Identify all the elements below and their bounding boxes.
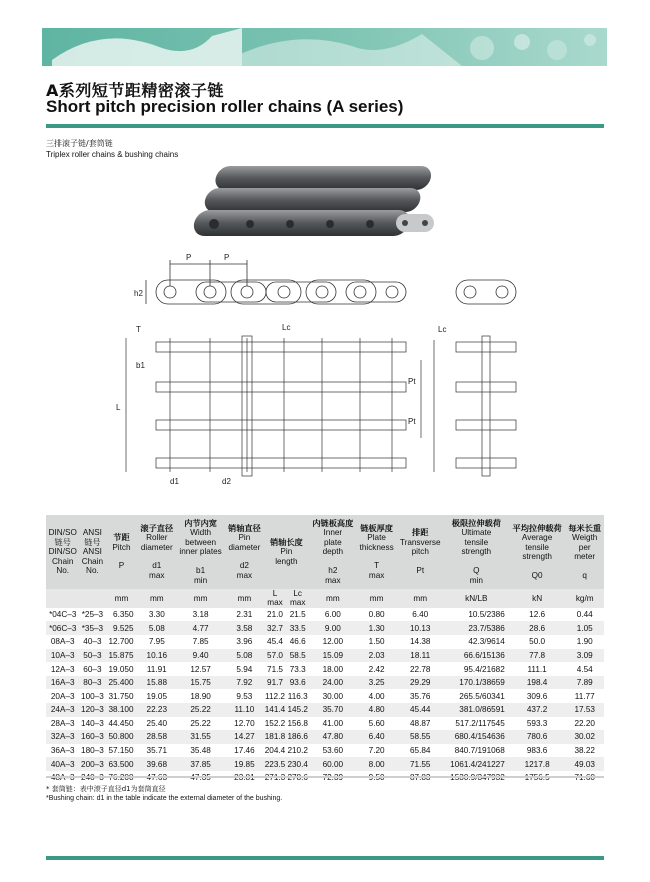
table-cell: 24A–3 — [46, 703, 79, 717]
table-row — [46, 621, 604, 635]
table-cell: 30.02 — [565, 730, 604, 744]
table-cell: 180–3 — [81, 746, 104, 756]
unit-header: mm — [105, 589, 137, 608]
table-cell: 40–3 — [83, 637, 102, 647]
table-cell: 45.4 — [267, 637, 283, 647]
table-cell: 60.00 — [309, 757, 357, 771]
table-cell: 57.0 — [264, 649, 287, 663]
table-cell: 25.400 — [105, 676, 137, 690]
column-header: 平均拉伸载荷 Average tensile strength Q0 — [509, 515, 566, 589]
table-cell: 35.71 — [146, 746, 168, 756]
table-cell: 12.57 — [190, 664, 211, 674]
footnote-cn: * 套筒链：表中滚子直径d1为套筒直径 — [46, 785, 166, 793]
column-header: 节距 Pitch P — [105, 515, 137, 589]
table-cell: 14.27 — [225, 730, 264, 744]
table-cell: 15.09 — [309, 649, 357, 663]
table-cell: 35.70 — [309, 703, 357, 717]
table-cell: 45.44 — [397, 703, 444, 717]
table-cell: 1217.8 — [509, 757, 566, 771]
column-header: 每米长重 Weigth per meter q — [565, 515, 604, 589]
table-cell: 1061.4/241227 — [444, 757, 509, 771]
table-cell: 14.38 — [409, 637, 431, 647]
table-cell: 4.54 — [576, 664, 593, 674]
table-cell: 28.6 — [509, 621, 566, 635]
table-cell: 265.5/60341 — [459, 691, 505, 701]
table-cell: 6.00 — [324, 610, 341, 620]
table-cell: 10A–3 — [46, 649, 79, 663]
table-cell: 35.76 — [409, 691, 431, 701]
table-cell: 181.8 — [264, 730, 287, 744]
table-cell: 16A–3 — [46, 676, 79, 690]
table-cell: 38.22 — [574, 746, 595, 756]
page-title-en: Short pitch precision roller chains (A series) — [46, 97, 404, 116]
table-cell: 38.100 — [105, 703, 137, 717]
table-cell: 5.08 — [225, 649, 264, 663]
table-cell: 08A–3 — [50, 637, 75, 647]
table-cell: 7.92 — [225, 676, 264, 690]
table-cell: 21.0 — [267, 610, 283, 620]
label-p1: P — [186, 253, 192, 262]
table-cell: 116.3 — [287, 691, 308, 701]
table-cell: 33.5 — [286, 621, 309, 635]
table-cell: 23.7/5386 — [444, 621, 509, 635]
table-cell: 29.29 — [397, 676, 444, 690]
table-cell: 19.05 — [146, 691, 168, 701]
table-cell: 28.58 — [138, 730, 177, 744]
table-cell: 12.6 — [529, 610, 546, 620]
unit-header: mm — [176, 589, 225, 608]
table-cell: 40A–3 — [46, 757, 79, 771]
unit-header: mm — [309, 589, 357, 608]
unit-header: mm — [357, 589, 397, 608]
table-cell: 9.40 — [176, 649, 225, 663]
table-row — [46, 676, 604, 690]
table-cell: 93.6 — [286, 676, 309, 690]
table-cell: 95.4/21682 — [463, 664, 505, 674]
table-row — [46, 757, 604, 771]
table-cell: 680.4/154636 — [444, 730, 509, 744]
table-row — [46, 689, 604, 703]
table-cell: 204.4 — [264, 746, 286, 756]
table-cell: 65.84 — [409, 746, 431, 756]
table-cell: 5.94 — [236, 664, 253, 674]
table-cell: 2.31 — [236, 610, 253, 620]
table-cell: 66.6/15136 — [444, 649, 509, 663]
table-cell: 39.68 — [138, 757, 177, 771]
table-cell: 71.55 — [397, 757, 444, 771]
table-cell: 11.91 — [146, 664, 167, 674]
label-b1: b1 — [136, 361, 145, 370]
table-cell: 25.40 — [146, 718, 168, 728]
table-cell: 4.77 — [176, 621, 225, 635]
unit-header: kg/m — [565, 589, 604, 608]
table-bottom-rule — [46, 776, 604, 778]
table-cell: 210.2 — [287, 746, 308, 756]
table-cell: 152.2 — [264, 718, 286, 728]
table-cell: 3.09 — [565, 649, 604, 663]
table-cell: *06C–3 — [46, 621, 79, 635]
table-cell: 9.53 — [236, 691, 253, 701]
unit-header: Lc max — [286, 589, 309, 608]
label-h2: h2 — [134, 289, 143, 298]
table-cell: 28A–3 — [50, 718, 75, 728]
table-cell: 11.77 — [574, 691, 595, 701]
label-pt2: Pt — [408, 417, 416, 426]
table-cell: 10.16 — [138, 649, 177, 663]
unit-header: kN — [509, 589, 566, 608]
table-cell: 3.96 — [236, 637, 253, 647]
table-cell: 3.30 — [148, 610, 165, 620]
table-cell: *35–3 — [79, 621, 105, 635]
table-cell: 25.22 — [176, 703, 225, 717]
table-cell: 3.18 — [192, 610, 209, 620]
table-cell: 2.03 — [357, 649, 397, 663]
title-rule — [46, 124, 604, 128]
table-cell: 5.08 — [138, 621, 177, 635]
table-cell: 7.85 — [192, 637, 209, 647]
table-cell: 983.6 — [526, 746, 548, 756]
label-lc2: Lc — [438, 325, 447, 334]
table-cell: 7.89 — [565, 676, 604, 690]
column-header: ANSI 链号 ANSI Chain No. — [79, 515, 105, 589]
table-cell: 6.40 — [357, 730, 397, 744]
column-header: 滚子直径 Roller diameter d1 max — [138, 515, 177, 589]
column-header: 极限拉伸载荷 Ultimate tensile strength Q min — [444, 515, 509, 589]
column-header: 销轴直径 Pin diameter d2 max — [225, 515, 264, 589]
table-cell: 32A–3 — [46, 730, 79, 744]
table-cell: 50.800 — [105, 730, 137, 744]
table-cell: 140–3 — [81, 718, 104, 728]
table-cell: 156.8 — [287, 718, 308, 728]
table-cell: 1.50 — [368, 637, 385, 647]
table-cell: 840.7/191068 — [454, 746, 505, 756]
table-cell: 19.85 — [225, 757, 264, 771]
table-cell: 309.6 — [526, 691, 548, 701]
table-row — [46, 730, 604, 744]
table-cell: 58.5 — [286, 649, 309, 663]
table-cell: 17.53 — [565, 703, 604, 717]
table-cell: 1.05 — [565, 621, 604, 635]
table-cell: 49.03 — [565, 757, 604, 771]
table-cell: 18.00 — [322, 664, 344, 674]
table-cell: 230.4 — [286, 757, 309, 771]
column-header: 内节内宽 Width between inner plates b1 min — [176, 515, 225, 589]
table-cell: 57.150 — [108, 746, 134, 756]
table-cell: 780.6 — [509, 730, 566, 744]
table-row — [46, 608, 604, 622]
table-cell: 100–3 — [81, 691, 104, 701]
table-cell: 22.23 — [138, 703, 177, 717]
table-cell: 71.5 — [267, 664, 283, 674]
unit-header: L max — [264, 589, 287, 608]
table-cell: 42.3/9614 — [468, 637, 505, 647]
table-cell: 200–3 — [79, 757, 105, 771]
table-cell: 437.2 — [509, 703, 566, 717]
table-cell: 20A–3 — [50, 691, 75, 701]
table-row — [46, 703, 604, 717]
table-cell: 145.2 — [286, 703, 309, 717]
table-cell: 12.00 — [322, 637, 344, 647]
table-cell: 4.00 — [368, 691, 385, 701]
table-cell: 73.3 — [289, 664, 306, 674]
unit-header: mm — [225, 589, 264, 608]
table-cell: 12A–3 — [50, 664, 75, 674]
table-cell: 0.44 — [576, 610, 593, 620]
label-t1: T — [136, 325, 141, 334]
unit-header: mm — [138, 589, 177, 608]
table-cell: 1.30 — [357, 621, 397, 635]
page-title-cn: A系列短节距精密滚子链 — [46, 81, 224, 100]
header-banner — [42, 28, 607, 66]
column-header: DIN/SO 链号 DIN/SO Chain No. — [46, 515, 79, 589]
label-d1: d1 — [170, 477, 179, 486]
table-cell: 6.40 — [412, 610, 429, 620]
table-cell: 19.050 — [108, 664, 134, 674]
table-cell: 22.78 — [409, 664, 431, 674]
table-cell: 517.2/117545 — [455, 718, 505, 728]
table-cell: 5.60 — [368, 718, 385, 728]
table-cell: 9.00 — [309, 621, 357, 635]
table-cell: 48.87 — [409, 718, 431, 728]
table-row — [46, 717, 604, 731]
section-subtitle-cn: 三排滚子链/套筒链 — [46, 139, 113, 148]
table-cell: 63.500 — [105, 757, 137, 771]
table-cell: 50–3 — [79, 649, 105, 663]
table-cell: 12.700 — [108, 637, 134, 647]
label-l: L — [116, 403, 121, 412]
footnote-en: *Bushing chain: d1 in the table indicate the external diameter of the bushing. — [46, 795, 283, 802]
table-cell: 91.7 — [264, 676, 287, 690]
table-row — [46, 744, 604, 758]
label-lc1: Lc — [282, 323, 291, 332]
table-cell: 44.450 — [108, 718, 134, 728]
label-pt1: Pt — [408, 377, 416, 386]
label-p2: P — [224, 253, 230, 262]
unit-header: kN/LB — [444, 589, 509, 608]
table-cell: 15.75 — [176, 676, 225, 690]
table-cell: 112.2 — [265, 691, 285, 701]
table-cell: 381.0/86591 — [444, 703, 509, 717]
footer-bar — [46, 856, 604, 860]
table-cell: 8.00 — [357, 757, 397, 771]
table-cell: 3.25 — [357, 676, 397, 690]
column-header: 链板厚度 Plate thickness T max — [357, 515, 397, 589]
table-cell: 7.20 — [368, 746, 385, 756]
table-cell: *25–3 — [81, 610, 104, 620]
table-row — [46, 662, 604, 676]
table-cell: 41.00 — [322, 718, 344, 728]
table-cell: 0.80 — [368, 610, 385, 620]
table-cell: 22.20 — [574, 718, 595, 728]
chain-photo — [190, 158, 450, 258]
table-cell: 32.7 — [264, 621, 287, 635]
table-row — [46, 649, 604, 663]
table-cell: *04C–3 — [49, 610, 77, 620]
table-cell: 25.22 — [190, 718, 211, 728]
table-cell: 2.42 — [368, 664, 385, 674]
table-cell: 18.11 — [397, 649, 444, 663]
table-cell: 7.95 — [148, 637, 165, 647]
table-cell: 15.875 — [105, 649, 137, 663]
table-cell: 47.80 — [309, 730, 357, 744]
unit-header: mm — [397, 589, 444, 608]
column-header: 内链板高度 Inner plate depth h2 max — [309, 515, 357, 589]
table-cell: 37.85 — [176, 757, 225, 771]
table-cell: 160–3 — [79, 730, 105, 744]
table-cell: 18.90 — [190, 691, 211, 701]
technical-drawing — [46, 250, 606, 490]
table-cell: 9.525 — [105, 621, 137, 635]
table-cell: 24.00 — [309, 676, 357, 690]
table-cell: 31.55 — [176, 730, 225, 744]
spec-table — [46, 515, 604, 785]
table-cell: 10.5/2386 — [468, 610, 505, 620]
unit-header — [79, 589, 105, 608]
table-cell: 223.5 — [264, 757, 287, 771]
table-cell: 12.70 — [234, 718, 255, 728]
table-cell: 77.8 — [509, 649, 566, 663]
table-cell: 3.58 — [225, 621, 264, 635]
table-cell: 170.1/38659 — [444, 676, 509, 690]
table-cell: 111.1 — [527, 664, 547, 674]
table-cell: 35.48 — [190, 746, 211, 756]
table-row — [46, 635, 604, 649]
table-cell: 53.60 — [322, 746, 344, 756]
table-cell: 120–3 — [79, 703, 105, 717]
table-cell: 60–3 — [83, 664, 102, 674]
table-cell: 21.5 — [289, 610, 306, 620]
table-cell: 6.350 — [113, 610, 134, 620]
section-subtitle-en: Triplex roller chains & bushing chains — [46, 150, 179, 159]
table-cell: 58.55 — [397, 730, 444, 744]
unit-header — [46, 589, 79, 608]
table-cell: 1.90 — [576, 637, 593, 647]
table-cell: 141.4 — [264, 703, 287, 717]
table-cell: 11.10 — [225, 703, 264, 717]
table-cell: 30.00 — [322, 691, 344, 701]
table-cell: 31.750 — [108, 691, 134, 701]
label-d2: d2 — [222, 477, 231, 486]
column-header: 销轴长度 Pin length — [264, 515, 309, 589]
table-cell: 17.46 — [234, 746, 255, 756]
table-cell: 593.3 — [526, 718, 548, 728]
table-cell: 186.6 — [286, 730, 309, 744]
table-cell: 36A–3 — [50, 746, 75, 756]
table-cell: 10.13 — [397, 621, 444, 635]
table-cell: 4.80 — [357, 703, 397, 717]
column-header: 排距 Transverse pitch Pt — [397, 515, 444, 589]
table-cell: 80–3 — [79, 676, 105, 690]
table-cell: 15.88 — [138, 676, 177, 690]
table-cell: 46.6 — [289, 637, 306, 647]
table-cell: 198.4 — [509, 676, 566, 690]
table-cell: 50.0 — [529, 637, 546, 647]
